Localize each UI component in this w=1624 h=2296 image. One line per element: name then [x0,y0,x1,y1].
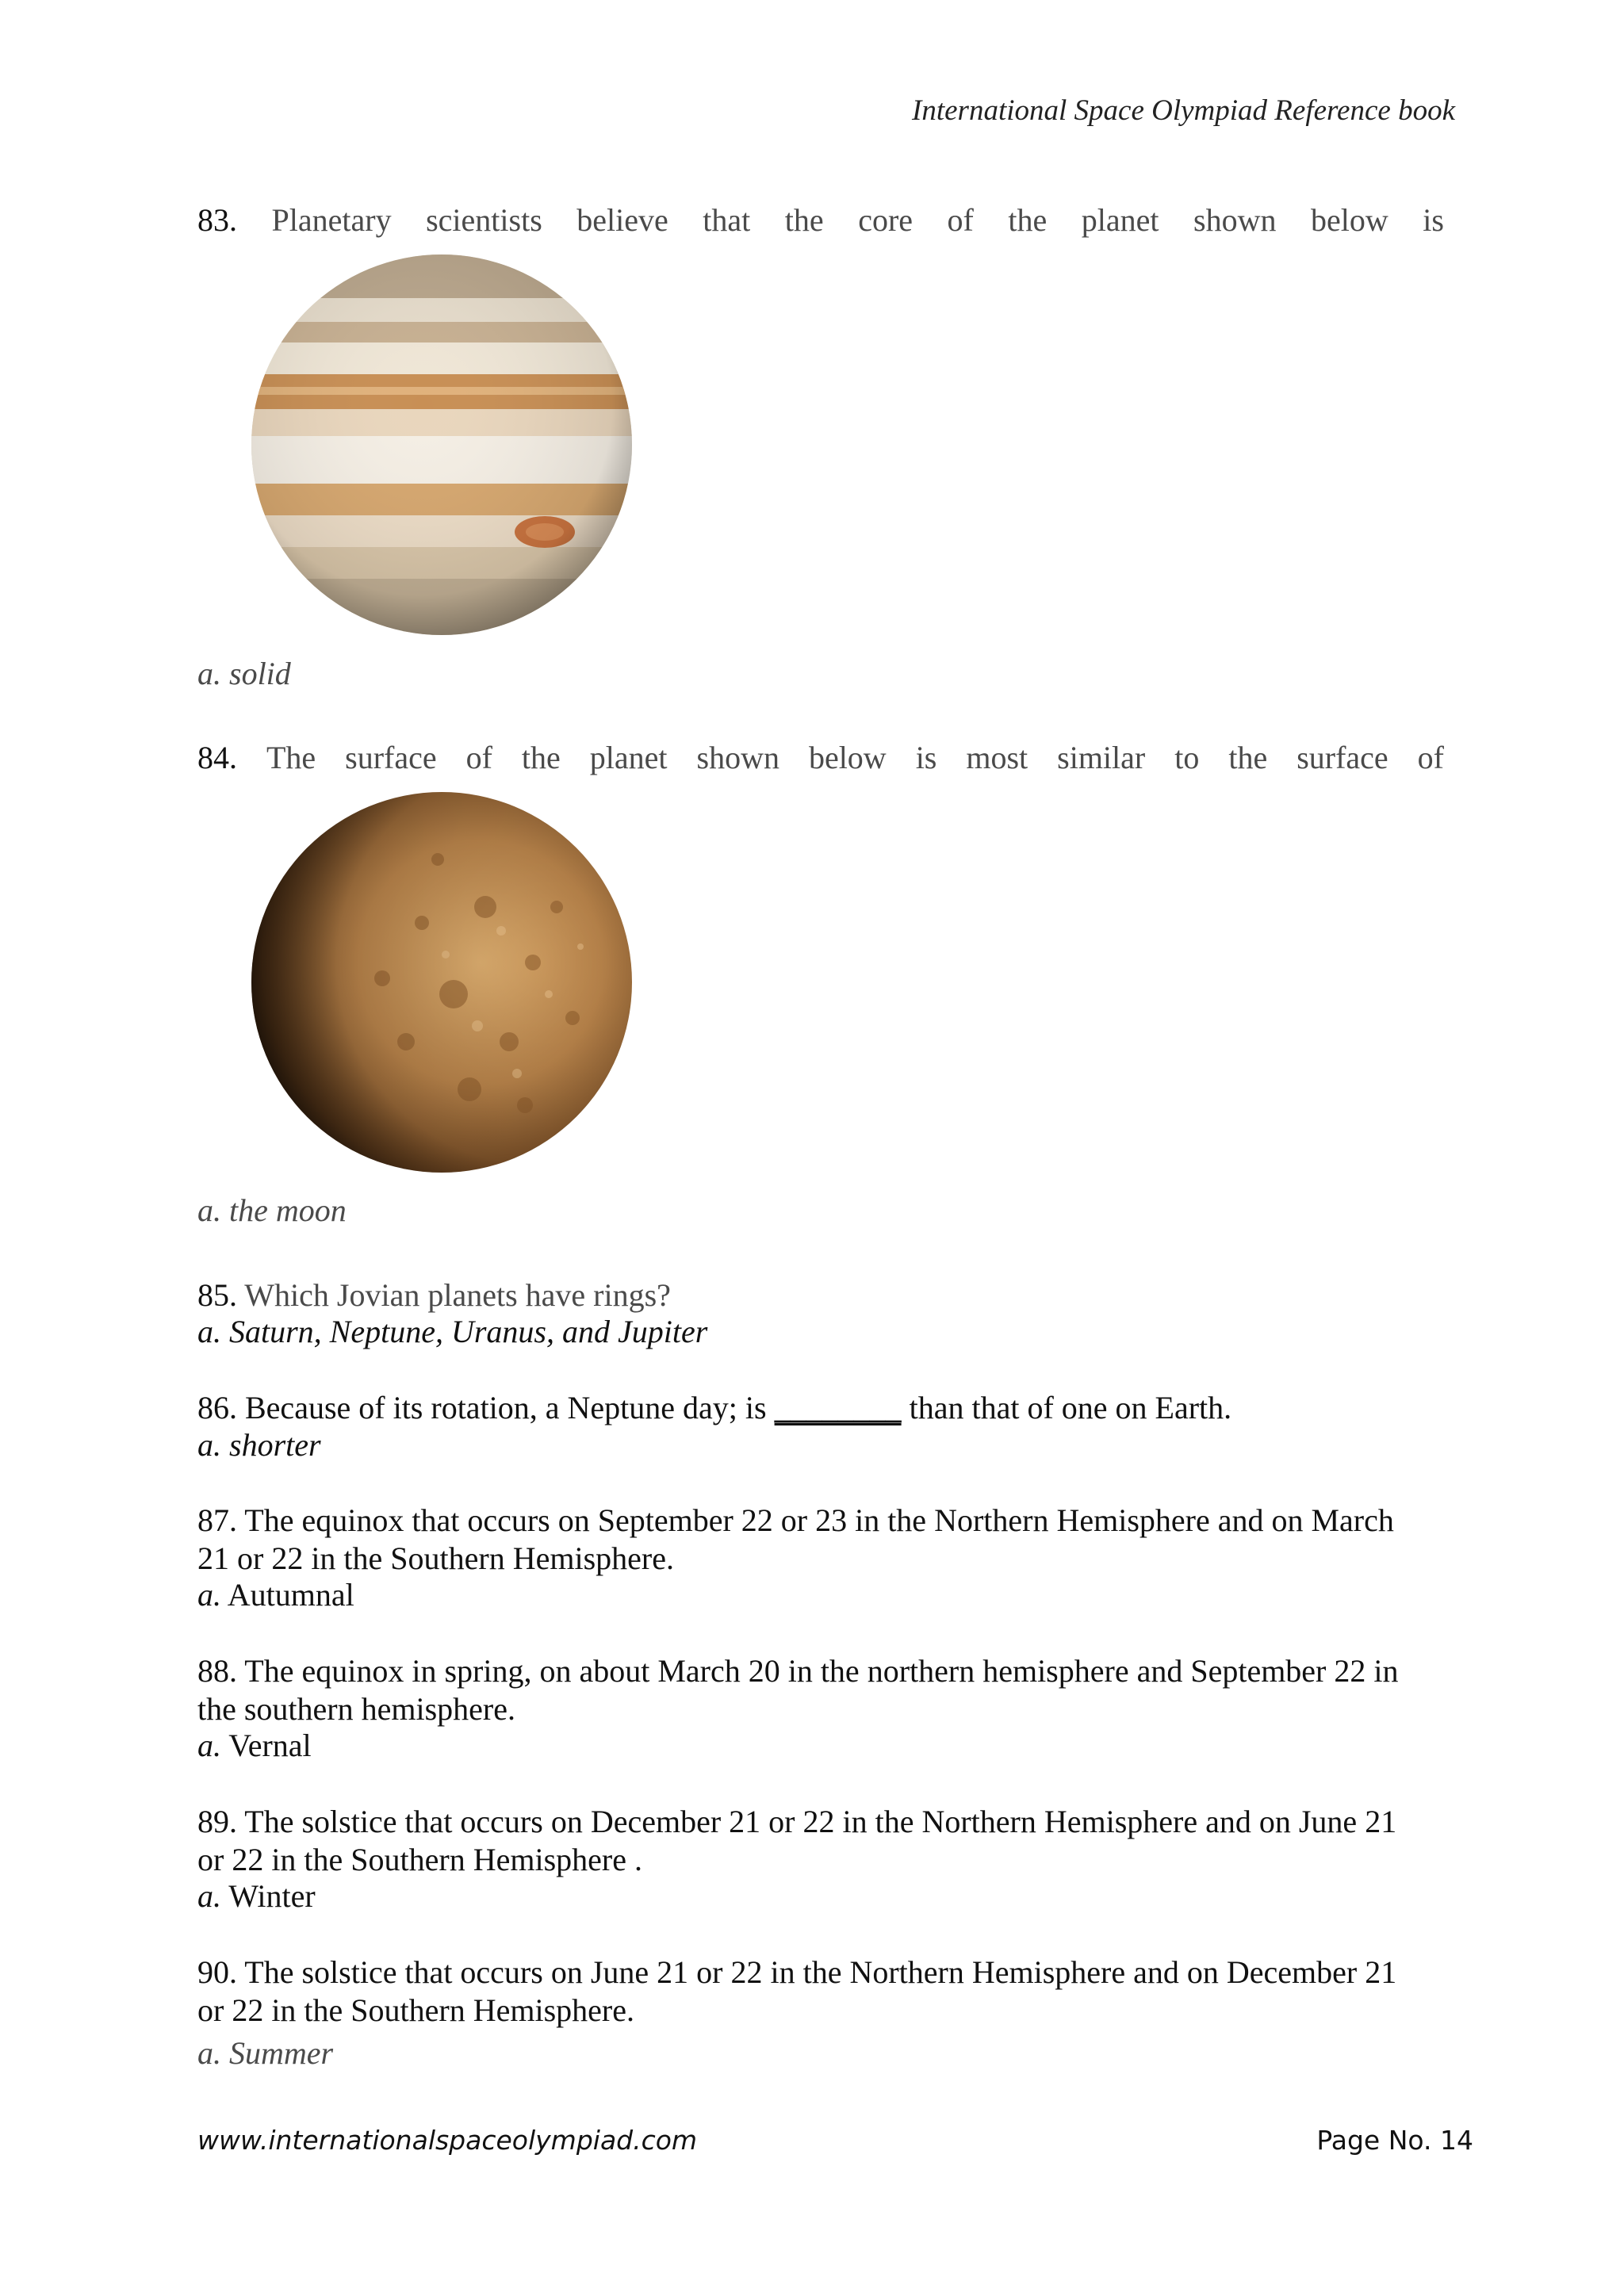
answer-letter: a. [197,656,221,691]
question-number: 83. [197,202,237,238]
question-word: most [966,740,1028,775]
question-line: the southern hemisphere. [197,1691,515,1727]
question-word: the [1228,740,1268,775]
answer-87 [197,1576,354,1614]
footer-page-number: Page No. 14 [1316,2125,1473,2156]
question-word: believe [576,202,668,238]
question-89 [197,1803,1396,1879]
answer-85: a. Saturn, Neptune, Uranus, and Jupiter [197,1314,708,1349]
question-word: the [521,740,561,775]
question-word: core [858,202,914,238]
page-header-title: International Space Olympiad Reference book [912,94,1455,127]
answer-letter: a. [197,1728,221,1763]
question-word: surface [345,740,437,775]
question-text: Which Jovian planets have rings? [244,1277,671,1313]
answer-text: Vernal [221,1728,312,1763]
fill-in-blank: ________ [774,1390,902,1425]
answer-text: solid [229,656,291,691]
question-word: scientists [426,202,542,238]
question-line: 88. The equinox in spring, on about March 20 in the northern hemisphere and September 22 in [197,1653,1399,1689]
question-90 [197,1954,1396,2030]
question-line: 21 or 22 in the Southern Hemisphere. [197,1540,674,1576]
question-word: that [703,202,751,238]
answer-letter: a. [197,1878,221,1914]
question-line: or 22 in the Southern Hemisphere. [197,1992,634,2028]
question-word: the [784,202,824,238]
answer-90 [197,2034,333,2072]
question-word: of [465,740,492,775]
question-word: to [1174,740,1200,775]
answer-text: Autumnal [221,1577,354,1613]
answer-88 [197,1727,312,1765]
answer-text: the moon [229,1192,347,1228]
question-word: is [1423,202,1444,238]
question-85 [197,1276,671,1314]
question-word: below [1310,202,1388,238]
answer-86: a. shorter [197,1427,321,1463]
mercury-planet-image [247,788,636,1177]
question-text: than that of one on Earth. [901,1390,1232,1425]
question-word: shown [696,740,779,775]
question-line: 87. The equinox that occurs on September 22 or 23 in the Northern Hemisphere and on March [197,1502,1394,1538]
question-word: The [266,740,316,775]
answer-text: Summer [229,2035,334,2071]
footer-website-link[interactable]: www.internationalspaceolympiad.com [197,2125,698,2156]
question-word: is [915,740,937,775]
question-88 [197,1652,1399,1728]
question-word: similar [1057,740,1146,775]
answer-text: Winter [221,1878,316,1914]
question-word: the [1008,202,1048,238]
answer-letter: a. [197,1577,221,1613]
question-word: Planetary [271,202,392,238]
question-line: 90. The solstice that occurs on June 21 or 22 in the Northern Hemisphere and on December 21 [197,1954,1397,1990]
question-number: 85. [197,1277,237,1313]
answer-letter: a. [197,2035,221,2071]
question-word: surface [1297,740,1388,775]
question-word: shown [1193,202,1277,238]
answer-83 [197,655,291,693]
jupiter-planet-image [247,251,636,639]
question-87 [197,1502,1394,1578]
answer-letter: a. [197,1192,221,1228]
question-83-line [197,201,1444,239]
question-text: 86. Because of its rotation, a Neptune day; is [197,1390,775,1425]
question-word: planet [1081,202,1159,238]
question-word: of [1417,740,1444,775]
question-number: 84. [197,740,237,775]
answer-84 [197,1192,347,1230]
question-word: below [808,740,887,775]
question-word: of [947,202,974,238]
question-line: 89. The solstice that occurs on December 21 or 22 in the Northern Hemisphere and on June 21 [197,1804,1397,1839]
question-word: planet [589,740,668,775]
question-line: or 22 in the Southern Hemisphere . [197,1842,642,1877]
answer-89 [197,1877,316,1915]
question-84-line [197,739,1444,777]
question-86 [197,1389,1231,1427]
